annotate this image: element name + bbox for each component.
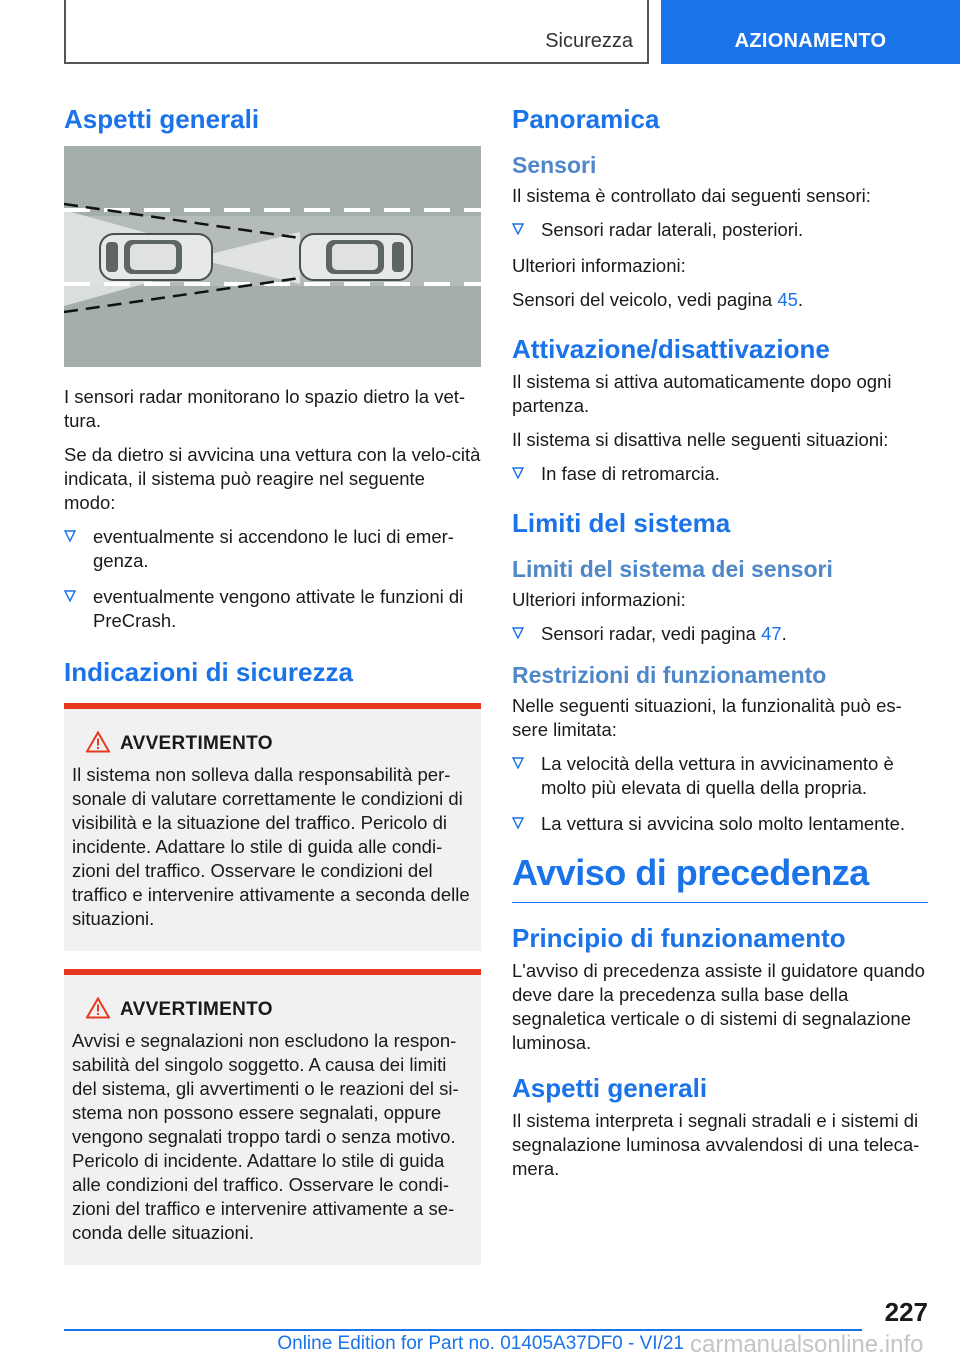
list-item xyxy=(64,585,481,633)
triangle-bullet-icon xyxy=(64,530,76,542)
activation-list xyxy=(512,462,928,486)
list-item xyxy=(512,812,928,836)
warning-label: AVVERTIMENTO xyxy=(120,999,273,1020)
activation-paragraph-2: Il sistema si disattiva nelle seguenti situazioni: xyxy=(512,429,889,450)
heading-general-2: Aspetti generali xyxy=(512,1073,708,1103)
warning-box xyxy=(64,969,481,1265)
heading-safety: Indicazioni di sicurezza xyxy=(64,657,353,687)
page-link-47[interactable]: 47 xyxy=(761,623,782,644)
rear-radar-diagram-icon xyxy=(64,146,481,367)
warning-text: Il sistema non solleva dalla responsabilità per-sonale di valutare correttamente le condizioni di visibilità e la situazione del traffico. Pericolo di incidente. Adattare lo stile di guida alle condi-zioni del traffico. Osservare le condizioni del traffico e intervenire attivamente a seconda delle situazioni. xyxy=(72,764,470,929)
sensors-list xyxy=(512,218,928,242)
sensor-limits-list xyxy=(512,622,928,646)
heading-general: Aspetti generali xyxy=(64,104,260,134)
vehicle-sensors-reference xyxy=(512,288,928,312)
warning-box xyxy=(64,703,481,951)
header-chapter-tab xyxy=(661,0,960,64)
warning-triangle-icon xyxy=(86,731,110,753)
heading-restrictions: Restrizioni di funzionamento xyxy=(512,662,827,688)
left-column xyxy=(64,96,481,1265)
watermark: carmanualsonline.info xyxy=(690,1331,924,1358)
list-item-text: Sensori radar, vedi pagina xyxy=(541,623,756,644)
triangle-bullet-icon xyxy=(512,817,524,829)
more-info-label: Ulteriori informazioni: xyxy=(512,589,686,610)
right-column xyxy=(512,96,928,1191)
more-info-label: Ulteriori informazioni: xyxy=(512,255,686,276)
activation-paragraph-1: Il sistema si attiva automaticamente dopo ogni partenza. xyxy=(512,371,892,416)
intro-paragraph-1: I sensori radar monitorano lo spazio dietro la vet-tura. xyxy=(64,386,466,431)
restrictions-intro: Nelle seguenti situazioni, la funzionalità può es-sere limitata: xyxy=(512,695,902,740)
heading-sensor-limits: Limiti del sistema dei sensori xyxy=(512,556,833,582)
page-number: 227 xyxy=(884,1297,928,1327)
principle-paragraph: L'avviso di precedenza assiste il guidatore quando deve dare la precedenza sulla base della segnaletica verticale o di sistemi di segnalazione luminosa. xyxy=(512,960,925,1053)
general-2-paragraph: Il sistema interpreta i segnali stradali e i sistemi di segnalazione luminosa avvalendosi di una teleca-mera. xyxy=(512,1110,920,1179)
header-section-label: Sicurezza xyxy=(545,30,633,52)
triangle-bullet-icon xyxy=(512,757,524,769)
heading-activation: Attivazione/disattivazione xyxy=(512,334,830,364)
reference-text: Sensori del veicolo, vedi pagina xyxy=(512,289,773,310)
header-section-tab xyxy=(64,0,649,64)
page-link-45[interactable]: 45 xyxy=(777,289,798,310)
list-item-text: eventualmente vengono attivate le funzioni di PreCrash. xyxy=(93,586,464,631)
heading-overview: Panoramica xyxy=(512,104,660,134)
list-item-text: In fase di retromarcia. xyxy=(541,463,720,484)
heading-principle: Principio di funzionamento xyxy=(512,923,846,953)
list-item xyxy=(512,752,928,800)
list-item xyxy=(512,462,928,486)
list-item-text: La vettura si avvicina solo molto lentamente. xyxy=(541,813,906,834)
warning-header xyxy=(72,731,473,759)
heading-sensors: Sensori xyxy=(512,152,597,178)
warning-text: Avvisi e segnalazioni non escludono la respon-sabilità del singolo soggetto. A causa dei limiti del sistema, gli avvertimenti o le reazioni del si-stema non possono essere segnalati, oppure vengono segnalati troppo tardi o senza motivo. Pericolo di incidente. Adattare lo stile di guida alle condizioni del traffico. Osservare le condi-zioni del traffico e intervenire attivamente a se-conda delle situazioni. xyxy=(72,1030,459,1243)
list-item-text: La velocità della vettura in avvicinamento è molto più elevata di quella della propria. xyxy=(541,753,894,798)
triangle-bullet-icon xyxy=(512,223,524,235)
reactions-list xyxy=(64,525,481,633)
list-item xyxy=(512,218,928,242)
warning-label: AVVERTIMENTO xyxy=(120,733,273,754)
triangle-bullet-icon xyxy=(64,590,76,602)
warning-triangle-icon xyxy=(86,997,110,1019)
triangle-bullet-icon xyxy=(512,627,524,639)
header-chapter-label: AZIONAMENTO xyxy=(734,30,887,52)
restrictions-list xyxy=(512,752,928,836)
list-item-text: Sensori radar laterali, posteriori. xyxy=(541,219,804,240)
reference-period: . xyxy=(797,289,804,310)
heading-priority-warning: Avviso di precedenza xyxy=(512,850,928,903)
reference-period: . xyxy=(781,623,787,644)
list-item xyxy=(64,525,481,573)
list-item-text: eventualmente si accendono le luci di emer-genza. xyxy=(93,526,454,571)
list-item xyxy=(512,622,928,646)
intro-paragraph-2: Se da dietro si avvicina una vettura con la velo-cità indicata, il sistema può reagire nel seguente modo: xyxy=(64,444,481,513)
footer-edition: Online Edition for Part no. 01405A37DF0 - VI/21 xyxy=(277,1333,684,1354)
warning-header xyxy=(72,997,473,1025)
sensors-intro: Il sistema è controllato dai seguenti sensori: xyxy=(512,185,871,206)
triangle-bullet-icon xyxy=(512,467,524,479)
heading-limits: Limiti del sistema xyxy=(512,508,731,538)
